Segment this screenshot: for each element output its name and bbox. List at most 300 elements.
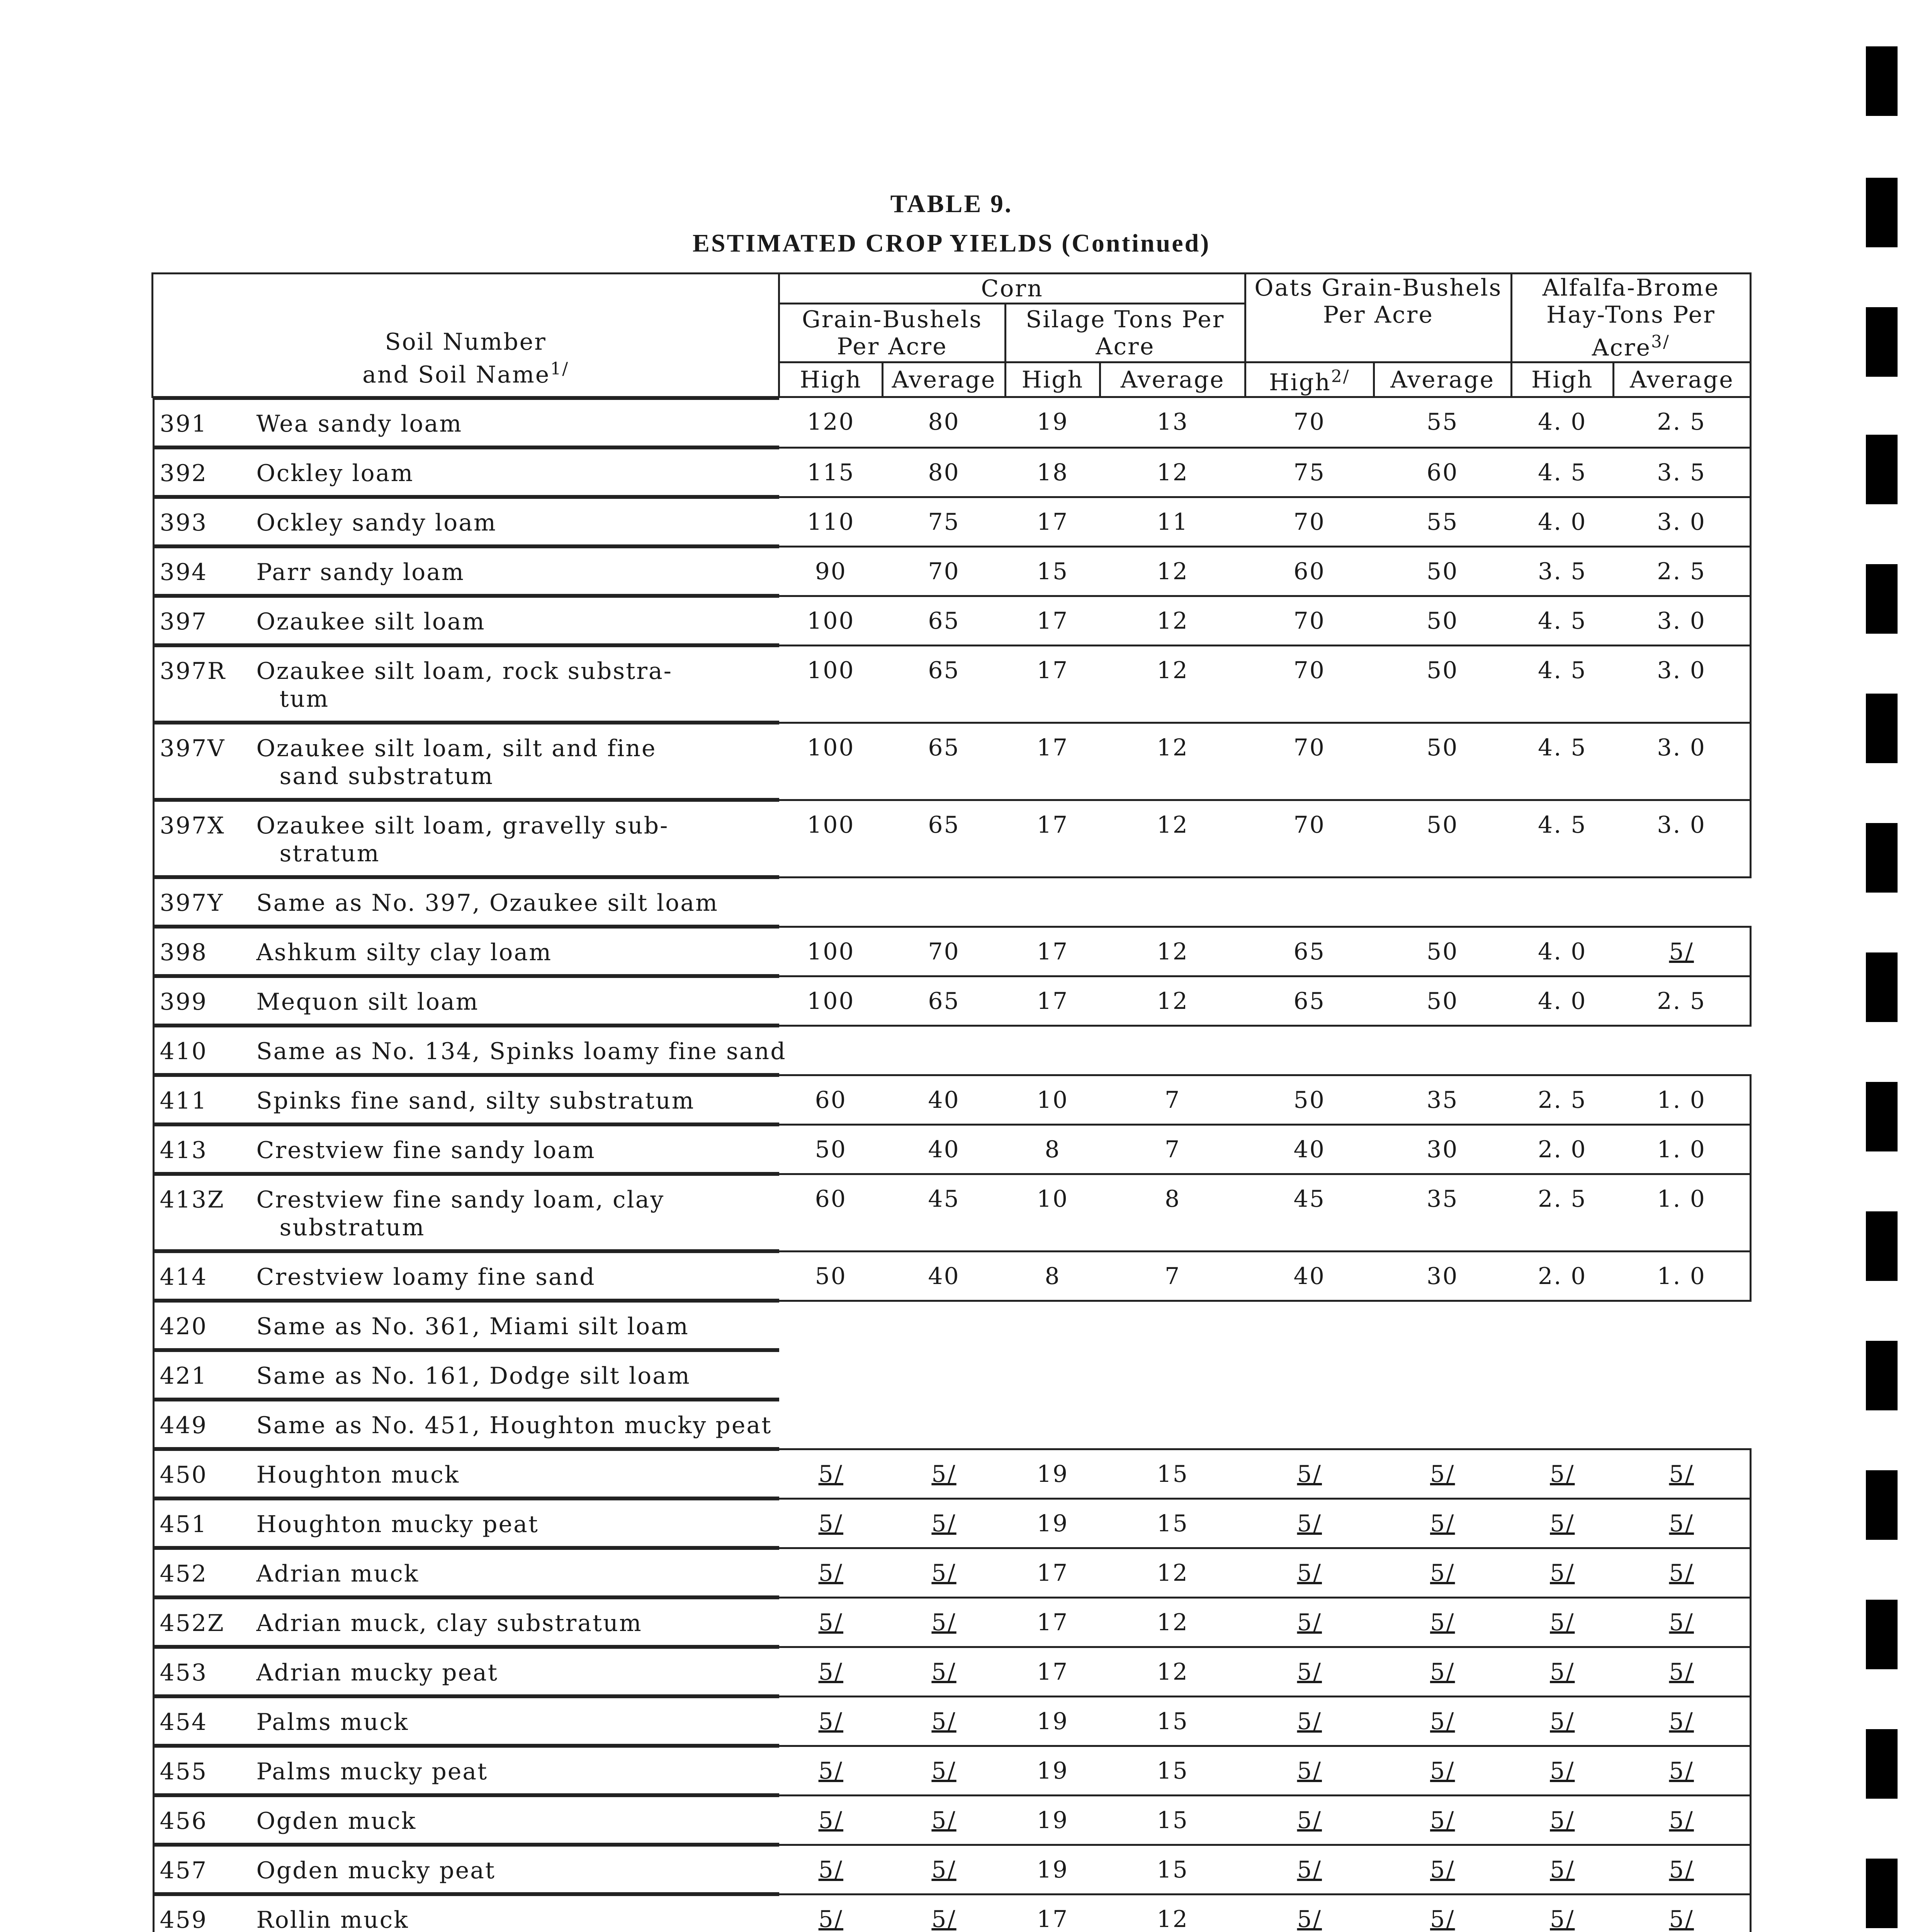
yield-value xyxy=(779,1174,883,1251)
corn-grain-header: Grain-Bushels Per Acre xyxy=(779,304,1005,362)
soil-name: Ogden muck xyxy=(256,1808,417,1835)
yield-value xyxy=(1511,1548,1613,1597)
soil-name: Adrian muck xyxy=(256,1560,420,1587)
soil-name-wrap xyxy=(257,889,719,917)
binding-mark xyxy=(1866,1470,1898,1540)
table-row xyxy=(153,1548,1751,1597)
yield-number: 3. 0 xyxy=(1657,508,1706,536)
yield-value xyxy=(1100,447,1245,497)
yield-number: 65 xyxy=(928,987,960,1015)
footnote-5-marker: 5/ xyxy=(818,1510,843,1537)
yield-value xyxy=(1100,397,1245,448)
soil-name: Same as No. 161, Dodge silt loam xyxy=(256,1362,691,1389)
table-row xyxy=(153,1597,1751,1647)
soil-name: Ockley sandy loam xyxy=(256,509,497,536)
table-row xyxy=(153,1746,1751,1795)
yield-value xyxy=(1005,1894,1100,1932)
soil-cell xyxy=(153,1174,779,1251)
yield-value xyxy=(1511,1498,1613,1548)
yield-number: 17 xyxy=(1036,656,1069,684)
soil-number: 420 xyxy=(160,1313,208,1340)
footnote-5-marker: 5/ xyxy=(818,1905,843,1932)
yield-value xyxy=(1613,1174,1750,1251)
binding-mark xyxy=(1866,307,1898,377)
yield-value xyxy=(1374,1174,1511,1251)
yield-value xyxy=(1245,447,1374,497)
yield-value xyxy=(1005,927,1100,976)
footnote-5-marker: 5/ xyxy=(1550,1856,1575,1883)
corn-silage-header: Silage Tons Per Acre xyxy=(1005,304,1245,362)
footnote-5-marker: 5/ xyxy=(818,1757,843,1784)
yield-value xyxy=(779,723,883,800)
yield-value xyxy=(1245,1548,1374,1597)
soil-number: 456 xyxy=(160,1808,208,1835)
yield-value xyxy=(1005,1498,1100,1548)
yield-value xyxy=(1511,1746,1613,1795)
yield-number: 3. 5 xyxy=(1657,459,1706,486)
soil-name-wrap xyxy=(257,509,497,537)
footnote-5-marker: 5/ xyxy=(818,1609,843,1636)
soil-cell xyxy=(153,1026,787,1075)
yield-number: 100 xyxy=(807,987,855,1015)
yield-value xyxy=(883,1251,1005,1301)
yield-value xyxy=(883,1894,1005,1932)
soil-name-wrap xyxy=(257,558,465,586)
footnote-5-marker: 5/ xyxy=(931,1510,957,1537)
alfalfa-header xyxy=(1511,274,1750,362)
yield-number: 17 xyxy=(1036,734,1069,761)
yield-value xyxy=(1245,1498,1374,1548)
yield-value xyxy=(1613,546,1750,596)
soil-name: Ozaukee silt loam, gravelly sub- xyxy=(256,812,669,839)
yield-value xyxy=(1005,1597,1100,1647)
yield-value xyxy=(1613,1251,1750,1301)
footnote-2-marker: 2/ xyxy=(1331,367,1350,386)
footnote-5-marker: 5/ xyxy=(931,1708,957,1735)
footnote-5-marker: 5/ xyxy=(1550,1757,1575,1784)
yield-number: 12 xyxy=(1157,1905,1189,1932)
yield-value xyxy=(883,927,1005,976)
yield-number: 8 xyxy=(1164,1185,1181,1213)
yield-value xyxy=(1374,497,1511,546)
soil-name: Same as No. 451, Houghton mucky peat xyxy=(256,1412,772,1439)
yield-value xyxy=(1374,800,1511,877)
soil-name: Same as No. 134, Spinks loamy fine sand xyxy=(256,1038,787,1065)
yield-number: 70 xyxy=(1293,734,1325,761)
table-row xyxy=(153,397,1751,448)
yield-value xyxy=(1245,800,1374,877)
yield-value xyxy=(1245,976,1374,1026)
yield-value xyxy=(1005,1548,1100,1597)
yield-number: 70 xyxy=(1293,408,1325,435)
soil-number: 421 xyxy=(160,1362,208,1389)
soil-cell xyxy=(153,1647,779,1696)
binding-mark xyxy=(1866,1082,1898,1151)
yield-value xyxy=(779,1548,883,1597)
soil-name: Houghton mucky peat xyxy=(256,1511,539,1538)
soil-name-wrap xyxy=(257,1708,409,1736)
yield-value xyxy=(1613,1449,1750,1498)
yield-number: 50 xyxy=(1426,987,1459,1015)
footnote-5-marker: 5/ xyxy=(818,1658,843,1685)
yield-value xyxy=(1100,1449,1245,1498)
yield-value xyxy=(1245,397,1374,448)
yield-value xyxy=(779,1696,883,1746)
yield-number: 17 xyxy=(1036,607,1069,634)
yield-value xyxy=(779,1746,883,1795)
soil-cell xyxy=(153,723,779,800)
table-row xyxy=(153,546,1751,596)
yield-number: 50 xyxy=(1426,607,1459,634)
footnote-5-marker: 5/ xyxy=(931,1806,957,1834)
yield-number: 12 xyxy=(1157,558,1189,585)
yield-value xyxy=(883,1696,1005,1746)
yield-number: 15 xyxy=(1157,1460,1189,1488)
soil-number: 397X xyxy=(160,812,225,839)
yield-value xyxy=(1613,976,1750,1026)
corn-grain-high-header: High xyxy=(779,362,883,397)
binding-mark xyxy=(1866,952,1898,1022)
table-row xyxy=(153,800,1751,877)
yield-value xyxy=(1511,1124,1613,1174)
footnote-5-marker: 5/ xyxy=(1297,1460,1322,1488)
yield-value xyxy=(1374,596,1511,645)
footnote-5-marker: 5/ xyxy=(1430,1905,1455,1932)
yield-value xyxy=(1613,497,1750,546)
yield-number: 4. 0 xyxy=(1538,938,1587,965)
yield-number: 10 xyxy=(1036,1185,1069,1213)
yield-number: 75 xyxy=(928,508,960,536)
yield-value xyxy=(883,447,1005,497)
yield-number: 35 xyxy=(1426,1086,1459,1114)
yield-number: 50 xyxy=(1426,734,1459,761)
yield-number: 3. 0 xyxy=(1657,811,1706,838)
footnote-5-marker: 5/ xyxy=(1669,1559,1694,1587)
yield-value xyxy=(779,1845,883,1894)
yield-number: 2. 0 xyxy=(1538,1262,1587,1290)
yield-value xyxy=(1511,546,1613,596)
yield-value xyxy=(1100,1696,1245,1746)
footnote-5-marker: 5/ xyxy=(1669,1658,1694,1685)
soil-cell xyxy=(153,1597,779,1647)
yield-number: 18 xyxy=(1036,459,1069,486)
yield-number: 65 xyxy=(1293,987,1325,1015)
yield-number: 7 xyxy=(1164,1262,1181,1290)
yield-value xyxy=(1613,1075,1750,1124)
yield-number: 30 xyxy=(1426,1262,1459,1290)
footnote-5-marker: 5/ xyxy=(1297,1905,1322,1932)
soil-name-wrap xyxy=(257,1362,691,1390)
yield-number: 70 xyxy=(1293,607,1325,634)
yield-value xyxy=(1613,1498,1750,1548)
binding-mark xyxy=(1866,1859,1898,1928)
soil-name-wrap xyxy=(257,1758,488,1786)
yield-value xyxy=(1245,927,1374,976)
yield-number: 4. 5 xyxy=(1538,459,1587,486)
yield-number: 50 xyxy=(1426,811,1459,838)
yield-value xyxy=(1100,546,1245,596)
table-title: ESTIMATED CROP YIELDS (Continued) xyxy=(692,229,1211,257)
footnote-5-marker: 5/ xyxy=(1430,1658,1455,1685)
soil-number: 393 xyxy=(160,509,208,536)
footnote-5-marker: 5/ xyxy=(1669,1460,1694,1488)
table-row xyxy=(153,497,1751,546)
soil-number: 413 xyxy=(160,1137,208,1164)
yield-value xyxy=(1374,1597,1511,1647)
yield-value xyxy=(1100,1498,1245,1548)
yield-number: 2. 5 xyxy=(1657,987,1706,1015)
yield-value xyxy=(1511,596,1613,645)
yield-number: 60 xyxy=(815,1185,847,1213)
yield-value xyxy=(1100,1124,1245,1174)
yield-value xyxy=(1511,1647,1613,1696)
yield-number: 17 xyxy=(1036,938,1069,965)
yield-number: 12 xyxy=(1157,811,1189,838)
yield-value xyxy=(1100,1251,1245,1301)
yield-value xyxy=(1613,1845,1750,1894)
yield-value xyxy=(1374,1696,1511,1746)
table-row xyxy=(153,1174,1751,1251)
soil-name: Adrian mucky peat xyxy=(256,1659,498,1686)
yield-value xyxy=(1613,1597,1750,1647)
yield-value xyxy=(1374,1075,1511,1124)
binding-mark xyxy=(1866,694,1898,763)
footnote-5-marker: 5/ xyxy=(1297,1559,1322,1587)
yield-value xyxy=(779,1894,883,1932)
soil-name-wrap xyxy=(257,939,552,966)
yield-value xyxy=(1511,497,1613,546)
yield-number: 1. 0 xyxy=(1657,1262,1706,1290)
footnote-5-marker: 5/ xyxy=(1430,1559,1455,1587)
footnote-5-marker: 5/ xyxy=(931,1460,957,1488)
footnote-5-marker: 5/ xyxy=(1297,1609,1322,1636)
yield-value xyxy=(779,976,883,1026)
binding-mark xyxy=(1866,1729,1898,1799)
yield-number: 70 xyxy=(928,938,960,965)
soil-cell xyxy=(153,596,779,645)
footnote-5-marker: 5/ xyxy=(931,1856,957,1883)
yield-number: 70 xyxy=(1293,811,1325,838)
soil-number: 392 xyxy=(160,460,208,487)
soil-name: Same as No. 361, Miami silt loam xyxy=(256,1313,689,1340)
yield-number: 19 xyxy=(1036,408,1069,435)
yield-number: 55 xyxy=(1426,508,1459,536)
yield-number: 40 xyxy=(1293,1262,1325,1290)
hay-high-header: High xyxy=(1511,362,1613,397)
yield-number: 12 xyxy=(1157,459,1189,486)
soil-name-wrap xyxy=(257,1857,496,1884)
footnote-5-marker: 5/ xyxy=(931,1658,957,1685)
yield-number: 19 xyxy=(1036,1460,1069,1488)
soil-cell xyxy=(153,1548,779,1597)
yield-value xyxy=(779,1647,883,1696)
yield-value xyxy=(883,645,1005,723)
yield-value xyxy=(779,1449,883,1498)
footnote-5-marker: 5/ xyxy=(1430,1856,1455,1883)
yield-value xyxy=(1374,1449,1511,1498)
oats-high-label: High xyxy=(1269,369,1331,396)
yield-value xyxy=(1613,723,1750,800)
yield-value xyxy=(1100,596,1245,645)
soil-number: 397Y xyxy=(160,889,224,917)
soil-number: 452Z xyxy=(160,1610,225,1637)
soil-name-wrap xyxy=(257,410,463,438)
yield-value xyxy=(1374,1746,1511,1795)
yield-value xyxy=(1511,1696,1613,1746)
yield-number: 8 xyxy=(1045,1262,1061,1290)
footnote-5-marker: 5/ xyxy=(1550,1658,1575,1685)
soil-name-wrap xyxy=(257,735,657,790)
soil-name: Adrian muck, clay substratum xyxy=(256,1610,642,1637)
yield-number: 50 xyxy=(815,1136,847,1163)
yield-value xyxy=(779,800,883,877)
soil-name-wrap xyxy=(257,1313,689,1340)
yield-number: 4. 0 xyxy=(1538,987,1587,1015)
yield-number: 50 xyxy=(815,1262,847,1290)
table-row xyxy=(153,1894,1751,1932)
yield-number: 19 xyxy=(1036,1806,1069,1834)
yield-number: 8 xyxy=(1045,1136,1061,1163)
yield-value xyxy=(883,1845,1005,1894)
soil-number: 450 xyxy=(160,1461,208,1488)
footnote-5-marker: 5/ xyxy=(1550,1510,1575,1537)
yield-number: 80 xyxy=(928,408,960,435)
yield-number: 2. 5 xyxy=(1538,1086,1587,1114)
soil-cell xyxy=(153,1350,779,1400)
yield-value xyxy=(1100,1548,1245,1597)
soil-name-wrap xyxy=(257,1807,417,1835)
yield-number: 12 xyxy=(1157,987,1189,1015)
yield-number: 2. 5 xyxy=(1538,1185,1587,1213)
yield-number: 15 xyxy=(1157,1510,1189,1537)
soil-name: Ozaukee silt loam, silt and fine xyxy=(256,735,657,762)
yield-number: 12 xyxy=(1157,1609,1189,1636)
yield-value xyxy=(1374,723,1511,800)
yield-number: 12 xyxy=(1157,656,1189,684)
yield-number: 19 xyxy=(1036,1856,1069,1883)
yield-number: 12 xyxy=(1157,734,1189,761)
yield-number: 2. 0 xyxy=(1538,1136,1587,1163)
soil-number: 455 xyxy=(160,1758,208,1785)
yield-number: 65 xyxy=(928,811,960,838)
yield-number: 50 xyxy=(1426,558,1459,585)
soil-name: Houghton muck xyxy=(256,1461,460,1488)
yield-value xyxy=(1374,397,1511,448)
soil-cell xyxy=(153,1795,779,1845)
yield-number: 100 xyxy=(807,938,855,965)
yield-number: 13 xyxy=(1157,408,1189,435)
yield-value xyxy=(1511,1597,1613,1647)
soil-name: Mequon silt loam xyxy=(256,988,479,1015)
yield-number: 75 xyxy=(1293,459,1325,486)
corn-header: Corn xyxy=(779,274,1245,304)
soil-name-wrap xyxy=(257,1263,596,1291)
footnote-5-marker: 5/ xyxy=(1297,1708,1322,1735)
footnote-5-marker: 5/ xyxy=(1297,1658,1322,1685)
yield-value xyxy=(1100,976,1245,1026)
yield-value xyxy=(1511,1845,1613,1894)
yield-value xyxy=(1374,1845,1511,1894)
table-row xyxy=(153,645,1751,723)
yield-value xyxy=(779,645,883,723)
footnote-5-marker: 5/ xyxy=(931,1609,957,1636)
soil-cell xyxy=(153,447,779,497)
yield-value xyxy=(1374,546,1511,596)
yield-value xyxy=(1005,397,1100,448)
soil-name-wrap xyxy=(257,657,673,713)
table-row xyxy=(153,877,1751,927)
yield-number: 1. 0 xyxy=(1657,1136,1706,1163)
soil-cell xyxy=(153,497,779,546)
yield-value xyxy=(883,1746,1005,1795)
footnote-5-marker: 5/ xyxy=(1430,1510,1455,1537)
yield-value xyxy=(1100,645,1245,723)
yield-number: 15 xyxy=(1157,1708,1189,1735)
oats-header: Oats Grain-Bushels Per Acre xyxy=(1245,274,1511,362)
yield-number: 3. 5 xyxy=(1538,558,1587,585)
soil-cell xyxy=(153,927,779,976)
yield-number: 65 xyxy=(928,734,960,761)
yield-value xyxy=(1100,1075,1245,1124)
table-row xyxy=(153,723,1751,800)
binding-mark xyxy=(1866,823,1898,893)
table-row xyxy=(153,1124,1751,1174)
yield-number: 3. 0 xyxy=(1657,734,1706,761)
yield-value xyxy=(1005,645,1100,723)
yield-number: 45 xyxy=(1293,1185,1325,1213)
footnote-5-marker: 5/ xyxy=(1297,1806,1322,1834)
yield-value xyxy=(1245,1075,1374,1124)
yield-value xyxy=(779,596,883,645)
soil-number: 411 xyxy=(160,1087,208,1114)
yield-number: 40 xyxy=(928,1262,960,1290)
yield-value xyxy=(1100,497,1245,546)
soil-name-wrap xyxy=(257,1659,498,1687)
yield-value xyxy=(883,1597,1005,1647)
soil-number: 451 xyxy=(160,1511,208,1538)
soil-number: 453 xyxy=(160,1659,208,1686)
soil-cell xyxy=(153,877,779,927)
yield-number: 11 xyxy=(1157,508,1189,536)
yield-value xyxy=(1005,1746,1100,1795)
yield-value xyxy=(1511,800,1613,877)
yield-number: 45 xyxy=(928,1185,960,1213)
footnote-5-marker: 5/ xyxy=(818,1856,843,1883)
soil-number: 454 xyxy=(160,1709,208,1736)
yield-value xyxy=(1100,1174,1245,1251)
yield-number: 90 xyxy=(815,558,847,585)
soil-name: Ockley loam xyxy=(256,460,414,487)
yield-number: 15 xyxy=(1157,1757,1189,1784)
yield-value xyxy=(1374,1548,1511,1597)
yield-number: 65 xyxy=(928,607,960,634)
yield-number: 17 xyxy=(1036,1609,1069,1636)
yield-value xyxy=(779,1124,883,1174)
soil-number: 399 xyxy=(160,988,208,1015)
footnote-5-marker: 5/ xyxy=(818,1708,843,1735)
soil-cell xyxy=(153,800,779,877)
soil-name: Palms muck xyxy=(256,1709,409,1736)
yield-value xyxy=(1511,723,1613,800)
yield-value xyxy=(1100,1746,1245,1795)
soil-column-header xyxy=(153,274,779,397)
yield-value xyxy=(1245,1174,1374,1251)
yield-number: 100 xyxy=(807,656,855,684)
soil-name-continued: sand substratum xyxy=(279,763,494,790)
hay-average-header: Average xyxy=(1613,362,1750,397)
soil-name: Ozaukee silt loam, rock substra- xyxy=(256,658,673,685)
yield-value xyxy=(779,1498,883,1548)
